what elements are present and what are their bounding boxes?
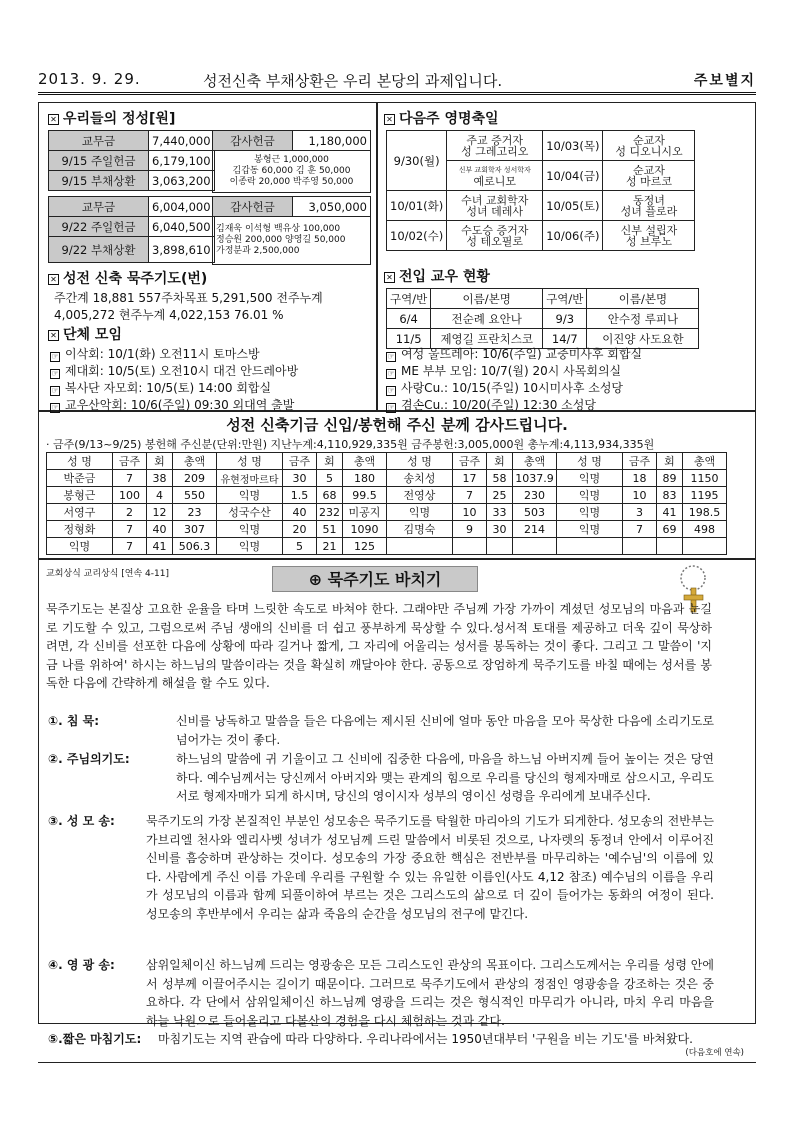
bulletin-slogan: 성전신축 부채상환은 우리 본당의 과제입니다.	[203, 72, 503, 90]
donor-value: 21	[317, 538, 343, 555]
donor-value: 498	[683, 521, 727, 538]
donor-value: 214	[513, 521, 557, 538]
donor-value: 30	[283, 470, 317, 487]
donor-value: 41	[147, 538, 173, 555]
feast-title: ✕ 다음주 영명축일	[384, 108, 499, 128]
offering-label: 9/15 주일헌금	[49, 151, 149, 171]
offering-table-2	[48, 196, 215, 263]
table-row	[49, 131, 215, 151]
donor-value: 68	[317, 487, 343, 504]
donor-name: 성국수산	[217, 504, 283, 521]
donor-value: 17	[453, 470, 487, 487]
offering-label: 9/22 주일헌금	[49, 217, 149, 237]
donor-value: 5	[283, 538, 317, 555]
continued-note: (다음호에 연속)	[685, 1048, 744, 1058]
offering-value: 6,179,100	[149, 151, 215, 171]
donor-value: 232	[317, 504, 343, 521]
page-header	[38, 66, 756, 92]
article-item: ②. 주님의기도: 하느님의 말씀에 귀 기울이고 그 신비에 집중한 다음에, 마음을 하느님 아버지께 들어 높이는 것은 당연하다. 예수님께서는 당신께서 아버지와 맺는 관계의 힘으로 우리를 당신의 형제자매로 삼으시고, 우리도 서로 형제자매가 되게 하시며, 당신의 영이시자 성부의 영이신 성령을 우리에게 보내주신다.	[48, 752, 714, 804]
table-row: 11/5 제영길 프란치스코 14/7 이진양 사도요한	[387, 329, 699, 349]
donor-value: 10	[453, 504, 487, 521]
offering-value: 3,898,610	[149, 237, 215, 263]
donor-value: 7	[623, 521, 657, 538]
donor-value: 1.5	[283, 487, 317, 504]
group-item: ☞ ME 부부 모임: 10/7(월) 20시 사목회의실	[387, 364, 622, 378]
donor-value: 58	[487, 470, 513, 487]
donor-value: 41	[657, 504, 683, 521]
footer-rule	[38, 1062, 756, 1063]
article-banner: ⊕ 묵주기도 바치기	[272, 566, 478, 592]
header-rule	[38, 92, 756, 95]
bulletin-tag: 주보별지	[693, 73, 756, 89]
donor-name: 송치성	[387, 470, 453, 487]
offering-label: 교무금	[49, 197, 149, 217]
donor-name: 익명	[217, 538, 283, 555]
donor-value	[487, 538, 513, 555]
pointer-icon: ☞	[51, 352, 59, 361]
prayer-line-1: 주간계 18,881 557주차목표 5,291,500 전주누계	[54, 291, 323, 305]
table-row: 성 명 금주 회 총액 성 명 금주 회 총액 성 명 금주 회 총액 성 명 금주 회 총액	[47, 453, 727, 470]
donor-value: 180	[343, 470, 387, 487]
group-item: ☞ 교우산악회: 10/6(주일) 09:30 외대역 출발	[51, 398, 295, 412]
table-row: 10/02(수) 수도승 증거자 성 테오필로 10/06(주) 신부 설립자 성 브루노	[387, 221, 695, 251]
group-item: ☞ 복사단 자모회: 10/5(토) 14:00 회합실	[51, 381, 272, 395]
article-item: ①. 침 묵: 신비를 낭독하고 말씀을 들은 다음에는 제시된 신비에 얼마 동안 마음을 모아 묵상한 다음에 소리기도로 넘어가는 것이 좋다.	[48, 714, 714, 747]
transfer-title: ✕ 전입 교우 현황	[384, 266, 490, 286]
donor-name: 익명	[217, 487, 283, 504]
table-row	[49, 237, 215, 263]
donor-name: 익명	[557, 487, 623, 504]
table-row: 6/4 전순례 요안나 9/3 안수정 루피나	[387, 309, 699, 329]
pointer-icon: ☞	[51, 403, 59, 412]
donor-value: 40	[147, 521, 173, 538]
column-divider	[376, 102, 378, 410]
donor-name: 박준금	[47, 470, 113, 487]
table-row: 신부 교회학자 성서학자 예로니모 10/04(금) 순교자 성 마르코	[387, 161, 695, 191]
pointer-icon: ☞	[387, 352, 395, 361]
checkbox-icon: ✕	[48, 114, 59, 125]
donor-value: 99.5	[343, 487, 387, 504]
donor-value	[657, 538, 683, 555]
donation-summary: · 금주(9/13~9/25) 봉헌해 주신분(단위:만원) 지난누계:4,110,929,335원 금주봉헌:3,005,000원 총누계:4,113,934,335원	[46, 438, 655, 451]
group-item: ☞ 사랑Cu.: 10/15(주일) 10시미사후 소성당	[387, 381, 624, 395]
checkbox-icon: ✕	[384, 114, 395, 125]
table-row	[47, 504, 727, 521]
prayer-line-2: 4,005,272 현주누계 4,022,153 76.01 %	[54, 308, 284, 322]
thanks-table-2	[212, 196, 371, 265]
table-row	[47, 538, 727, 555]
thanks-detail: 봉형근 1,000,000 김갑동 60,000 김 훈 50,000 이종락 20,000 박주영 50,000	[213, 151, 371, 193]
donor-value: 1195	[683, 487, 727, 504]
donor-value: 23	[173, 504, 217, 521]
donor-value: 10	[623, 487, 657, 504]
donor-value: 25	[487, 487, 513, 504]
donor-name: 전영상	[387, 487, 453, 504]
donor-value: 7	[113, 470, 147, 487]
offering-title: ✕ 우리들의 정성[원]	[48, 108, 175, 128]
table-row: 구역/반 이름/본명 구역/반 이름/본명	[387, 289, 699, 309]
offering-value: 7,440,000	[149, 131, 215, 151]
donor-name	[387, 538, 453, 555]
offering-label: 9/22 부채상환	[49, 237, 149, 263]
donor-value: 209	[173, 470, 217, 487]
donation-title: 성전 신축기금 신입/봉헌해 주신 분께 감사드립니다.	[226, 416, 568, 434]
checkbox-icon: ✕	[48, 274, 59, 285]
donor-value: 1037.9	[513, 470, 557, 487]
donor-value: 198.5	[683, 504, 727, 521]
thanks-detail: 김재욱 이석형 백유상 100,000 정승원 200,000 양영길 50,000 가정분과 2,500,000	[213, 217, 371, 265]
thanks-label: 감사헌금	[213, 131, 293, 151]
thanks-label: 감사헌금	[213, 197, 293, 217]
donation-table	[46, 452, 727, 555]
pointer-icon: ☞	[387, 403, 395, 412]
donor-value: 125	[343, 538, 387, 555]
donor-value: 307	[173, 521, 217, 538]
table-row	[47, 487, 727, 504]
article-intro: 묵주기도는 본질상 고요한 운율을 타며 느릿한 속도로 바쳐야 한다. 그래야만 주님께 가장 가까이 계셨던 성모님의 마음과 눈길로 기도할 수 있고, 그럼으로써 주님 생애의 신비를 더 쉽고 풍부하게 묵상할 수 있다.성서적 토대를 제공하고 더욱 깊이 묵상하려면, 각 신비를 선포한 다음에 상황에 따라 길거나 짧게, 그 자리에 어울리는 성서를 봉독하는 것이 좋다. 그리고 그 말씀이 '지금 나를 위하여' 하시는 하느님의 말씀이라는 것을 확실히 깨달아야 한다. 공동으로 장엄하게 묵주기도를 바칠 때에는 성서를 봉독한 다음에 간략하게 해설을 할 수도 있다.	[46, 602, 712, 691]
donor-value: 100	[113, 487, 147, 504]
donor-value: 5	[317, 470, 343, 487]
donor-name: 정형화	[47, 521, 113, 538]
article-series-label: 교회상식 교리상식 [연속 4-11]	[46, 569, 169, 579]
donor-value: 미공지	[343, 504, 387, 521]
group-item: ☞ 제대회: 10/5(토) 오전10시 대건 안드레아방	[51, 364, 299, 378]
checkbox-icon: ✕	[384, 272, 395, 283]
donor-name: 익명	[557, 521, 623, 538]
donor-value: 1090	[343, 521, 387, 538]
donor-value: 40	[283, 504, 317, 521]
donor-value: 9	[453, 521, 487, 538]
offering-value: 3,063,200	[149, 171, 215, 191]
cross-icon: ⊕	[308, 570, 328, 589]
donor-name: 서영구	[47, 504, 113, 521]
table-row	[49, 197, 215, 217]
donor-value: 7	[113, 538, 147, 555]
donor-value: 503	[513, 504, 557, 521]
donor-name: 익명	[557, 504, 623, 521]
donor-value: 2	[113, 504, 147, 521]
groups-title: ✕ 단체 모임	[48, 324, 122, 344]
article-item: ⑤.짧은 마침기도: 마침기도는 지역 관습에 따라 다양하다. 우리나라에서는 1950년대부터 '구원을 비는 기도'를 바쳐왔다.	[48, 1032, 694, 1046]
article-item: ③. 성 모 송: 묵주기도의 가장 본질적인 부분인 성모송은 묵주기도를 탁월한 마리아의 기도가 되게한다. 성모송의 전반부는 가브리엘 천사와 엘리사벳 성녀가 성모님께 드린 말씀에서 비롯된 것으로, 나자렛의 동정녀 안에서 이루어진 신비를 흠숭하며 관상하는 것이다. 성모송의 가장 중요한 핵심은 전반부를 마무리하는 '예수님'의 이름에 있다. 사람에게 주신 이름 가운데 우리를 구원할 수 있는 유일한 이름인(사도 4,12 참조) 예수님의 이름을 우리가 성모님의 이름과 함께 되풀이하여 부르는 것은 그리스도의 삶으로 더 깊이 들어가는 동화의 여정이 된다. 성모송의 후반부에서 우리는 삶과 죽음의 순간을 성모님의 전구에 맡긴다.	[48, 814, 714, 921]
donor-value: 89	[657, 470, 683, 487]
donor-name: 익명	[217, 521, 283, 538]
donor-value: 30	[487, 521, 513, 538]
donor-value: 3	[623, 504, 657, 521]
pointer-icon: ☞	[51, 386, 59, 395]
bulletin-date: 2013. 9. 29.	[38, 70, 141, 88]
offering-label: 9/15 부채상환	[49, 171, 149, 191]
table-row	[49, 171, 215, 191]
feast-table	[386, 130, 695, 251]
table-row: 9/30(월) 주교 증거자 성 그레고리오 10/03(목) 순교자 성 디오니시오	[387, 131, 695, 161]
donor-value: 51	[317, 521, 343, 538]
donor-name: 김명숙	[387, 521, 453, 538]
offering-value: 6,004,000	[149, 197, 215, 217]
group-item: ☞ 여성 울뜨레아: 10/6(주일) 교중미사후 회합실	[387, 347, 643, 361]
donor-value: 33	[487, 504, 513, 521]
table-row: 10/01(화) 수녀 교회학자 성녀 데레사 10/05(토) 동정녀 성녀 플로라	[387, 191, 695, 221]
donor-value: 83	[657, 487, 683, 504]
donor-value: 7	[113, 521, 147, 538]
donor-value	[683, 538, 727, 555]
article-item: ④. 영 광 송: 삼위일체이신 하느님께 드리는 영광송은 모든 그리스도인 관상의 목표이다. 그리스도께서는 우리를 성령 안에서 성부께 이끌어주시는 길이기 때문이다. 그러므로 묵주기도에서 관상의 정점인 영광송을 강조하는 것은 중요하다. 각 단에서 삼위일체이신 하느님께 영광을 드리는 것은 형식적인 마무리가 아니라, 마치 우리 마음을 하늘 낙원으로 들어올리고 다볼산의 경험을 다시 체험하는 것과 같다.	[48, 958, 714, 1028]
donor-name: 유현정마르타	[217, 470, 283, 487]
donor-value: 1150	[683, 470, 727, 487]
donor-value	[623, 538, 657, 555]
donor-name: 익명	[387, 504, 453, 521]
donor-value: 7	[453, 487, 487, 504]
donor-name	[557, 538, 623, 555]
section-divider-2	[38, 558, 756, 560]
donor-value: 550	[173, 487, 217, 504]
donor-value: 230	[513, 487, 557, 504]
thanks-value: 1,180,000	[293, 131, 371, 151]
pointer-icon: ☞	[387, 386, 395, 395]
donor-value	[453, 538, 487, 555]
pointer-icon: ☞	[51, 369, 59, 378]
donor-value: 20	[283, 521, 317, 538]
checkbox-icon: ✕	[48, 330, 59, 341]
prayer-title: ✕ 성전 신축 묵주기도(번)	[48, 268, 207, 288]
donor-name: 봉형근	[47, 487, 113, 504]
donor-value	[513, 538, 557, 555]
donor-name: 익명	[47, 538, 113, 555]
thanks-table-1	[212, 130, 371, 193]
donor-value: 18	[623, 470, 657, 487]
donor-value: 506.3	[173, 538, 217, 555]
pointer-icon: ☞	[387, 369, 395, 378]
table-row	[47, 470, 727, 487]
thanks-value: 3,050,000	[293, 197, 371, 217]
group-item: ☞ 이삭회: 10/1(화) 오전11시 토마스방	[51, 347, 260, 361]
offering-table-1	[48, 130, 215, 191]
table-row	[49, 217, 215, 237]
donor-value: 4	[147, 487, 173, 504]
donor-value: 38	[147, 470, 173, 487]
table-row	[49, 151, 215, 171]
donor-value: 12	[147, 504, 173, 521]
group-item: ☞ 겸손Cu.: 10/20(주일) 12:30 소성당	[387, 398, 596, 412]
offering-value: 6,040,500	[149, 217, 215, 237]
donor-name: 익명	[557, 470, 623, 487]
offering-label: 교무금	[49, 131, 149, 151]
transfer-table	[386, 288, 699, 349]
table-row	[47, 521, 727, 538]
donor-value: 69	[657, 521, 683, 538]
